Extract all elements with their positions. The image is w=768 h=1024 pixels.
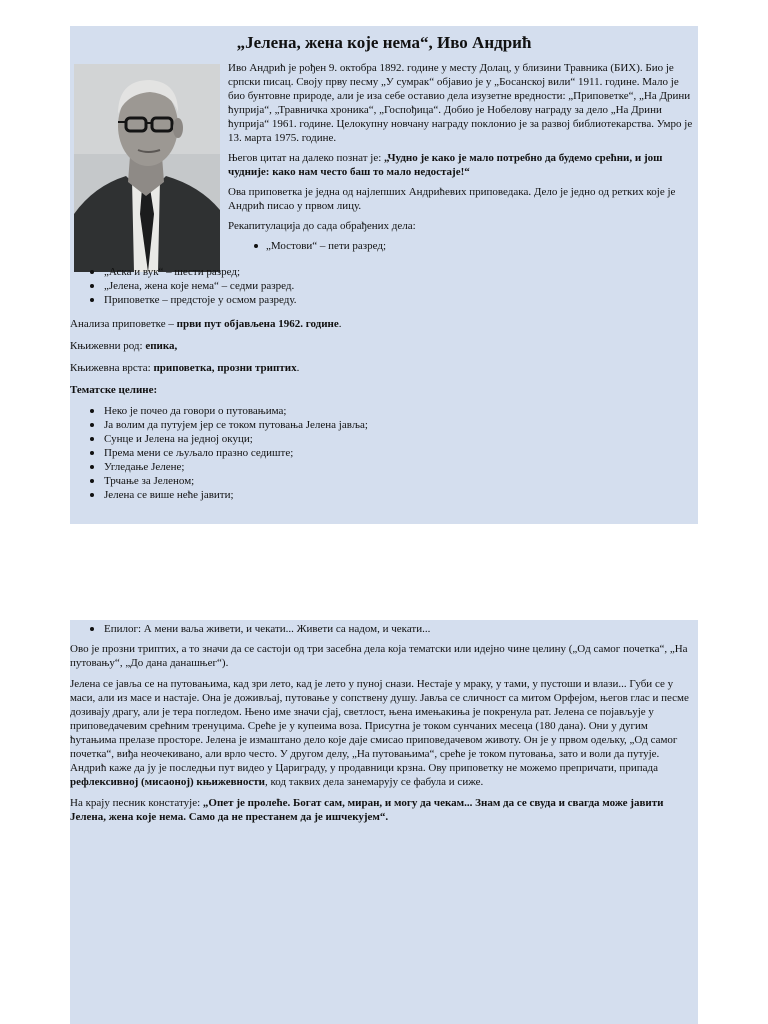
author-bio-section bbox=[228, 61, 694, 253]
analysis-section bbox=[70, 317, 690, 502]
document-title: „Јелена, жена које нема“, Иво Андрић bbox=[236, 33, 532, 52]
famous-quote: „Чудно је како је мало потребно да будемо срећни, и још чудније: како нам често баш то мало недостаје!“ bbox=[228, 152, 663, 178]
genre-line bbox=[70, 339, 690, 353]
list-item: Неко је почео да говори о путовањима; bbox=[70, 404, 690, 418]
analysis-line bbox=[70, 317, 690, 331]
ending-paragraph bbox=[70, 796, 694, 824]
list-item: Сунце и Јелена на једној окуци; bbox=[70, 432, 690, 446]
list-item: Угледање Јелене; bbox=[70, 460, 690, 474]
list-item: Ја волим да путујем јер се током путовања Јелена јавља; bbox=[70, 418, 690, 432]
epilogue-list bbox=[70, 622, 694, 636]
works-list-first bbox=[228, 239, 694, 253]
list-item: Према мени се љуљало празно седиште; bbox=[70, 446, 690, 460]
kind-value: приповетка, прозни триптих bbox=[153, 362, 297, 374]
bio-paragraph: Иво Андрић је рођен 9. октобра 1892. године у месту Долац, у близини Травника (БИХ). Био је српски писац. Своју прву песму „У сумрак“ објавио је у „Босанској вили“ 1911. године. Мало је био бунтовне природе, али је иза себе оставио дела изузетне вредности: „Приповетке“, „На Дрини ћуприја“, „Травничка хроника“, „Госпођица“. Добио је Нобелову награду за дело „На Дрини ћуприја“ 1961. године. Целокупну новчану награду поклонио је за развој библиотекарства. Умро је 13. марта 1975. године. bbox=[228, 62, 693, 144]
analysis-bold: први пут објављена 1962. године bbox=[176, 318, 339, 330]
quote-intro: Његов цитат на далеко познат је: bbox=[228, 152, 385, 164]
analysis-prefix: Анализа приповетке – bbox=[70, 318, 177, 330]
genre-value: епика, bbox=[145, 340, 178, 352]
story-intro-paragraph: Ова приповетка је једна од најлепших Андрићевих приповедака. Дело је једно од ретких које је Андрић писао у првом лицу. bbox=[228, 186, 676, 212]
kind-label: Књижевна врста: bbox=[70, 362, 154, 374]
themes-list bbox=[70, 404, 690, 502]
author-portrait bbox=[74, 64, 220, 272]
triptych-paragraph: Ово је прозни триптих, а то значи да се састоји од три засебна дела која тематски или идејно чине целину („Од самог почетка“, „На путовању“, „До дана данашњег“). bbox=[70, 643, 688, 669]
ending-quote: „Опет је пролеће. Богат сам, миран, и могу да чекам... Знам да се свуда и свагда може јавити Јелена, жена које нема. Само да не престанем да је ишчекујем“. bbox=[70, 797, 664, 823]
list-item: Приповетке – предстоје у осмом разреду. bbox=[70, 293, 698, 307]
quote-paragraph bbox=[228, 151, 694, 179]
list-item: Епилог: А мени ваља живети, и чекати... Живети са надом, и чекати... bbox=[70, 622, 694, 636]
main-paragraph bbox=[70, 677, 694, 789]
document-page-2 bbox=[70, 620, 698, 1024]
recap-label: Рекапитулација до сада обрађених дела: bbox=[228, 220, 416, 232]
document-page-1 bbox=[70, 26, 698, 524]
main-bold: рефлексивној (мисаоној) књижевности bbox=[70, 776, 265, 788]
kind-line bbox=[70, 361, 690, 375]
kind-suffix: . bbox=[296, 362, 300, 374]
list-item: „Јелена, жена које нема“ – седми разред. bbox=[70, 279, 698, 293]
list-item: „Мостови“ – пети разред; bbox=[228, 239, 694, 253]
themes-heading bbox=[70, 383, 690, 397]
works-list bbox=[70, 265, 698, 307]
list-item: Јелена се више неће јавити; bbox=[70, 488, 690, 502]
list-item: Трчање за Јеленом; bbox=[70, 474, 690, 488]
themes-heading-text: Тематске целине: bbox=[70, 384, 158, 396]
author-portrait-image bbox=[74, 64, 220, 272]
ending-intro: На крају песник констатује: bbox=[70, 797, 203, 809]
main-text: Јелена се јавља се на путовањима, кад зри лето, кад је лето у пуној снази. Нестаје у мраку, у тами, у пустоши и влази... Губи се у маси, али из масе и настаје. Она је доживљај, путовање у сопствену душу. Јавља се сличност са митом Орфејом, његов глас и песме дозивају драгу, али је тера погледом. Њено име значи сјај, светлост, њена имењакиња је покренула рат. Јелена се појављује у приповедачевим срећним тренуцима. Среће је у купеима воза. Присутна је током сунчаних месеца (180 дана). Они у дугим ћутањима прелазе просторе. Јелена је измаштано дело које даје смисао приповедачевом животу. Он је у првом одељку, „Од самог почетка“, виђа неочекивано, али врло често. У другом делу, „На путовањима“, среће је током путовања, зато и воли да путује. Андрић каже да ју је последњи пут видео у Цариграду, у продавници крзна. Ову приповетку не можемо препричати, припада bbox=[70, 678, 689, 774]
analysis-suffix: . bbox=[338, 318, 342, 330]
list-item: „Аска и вук“ – шести разред; bbox=[70, 265, 698, 279]
genre-label: Књижевни род: bbox=[70, 340, 146, 352]
page-2-content bbox=[70, 622, 694, 831]
main-end: , код таквих дела занемарују се фабула и сиже. bbox=[264, 776, 484, 788]
